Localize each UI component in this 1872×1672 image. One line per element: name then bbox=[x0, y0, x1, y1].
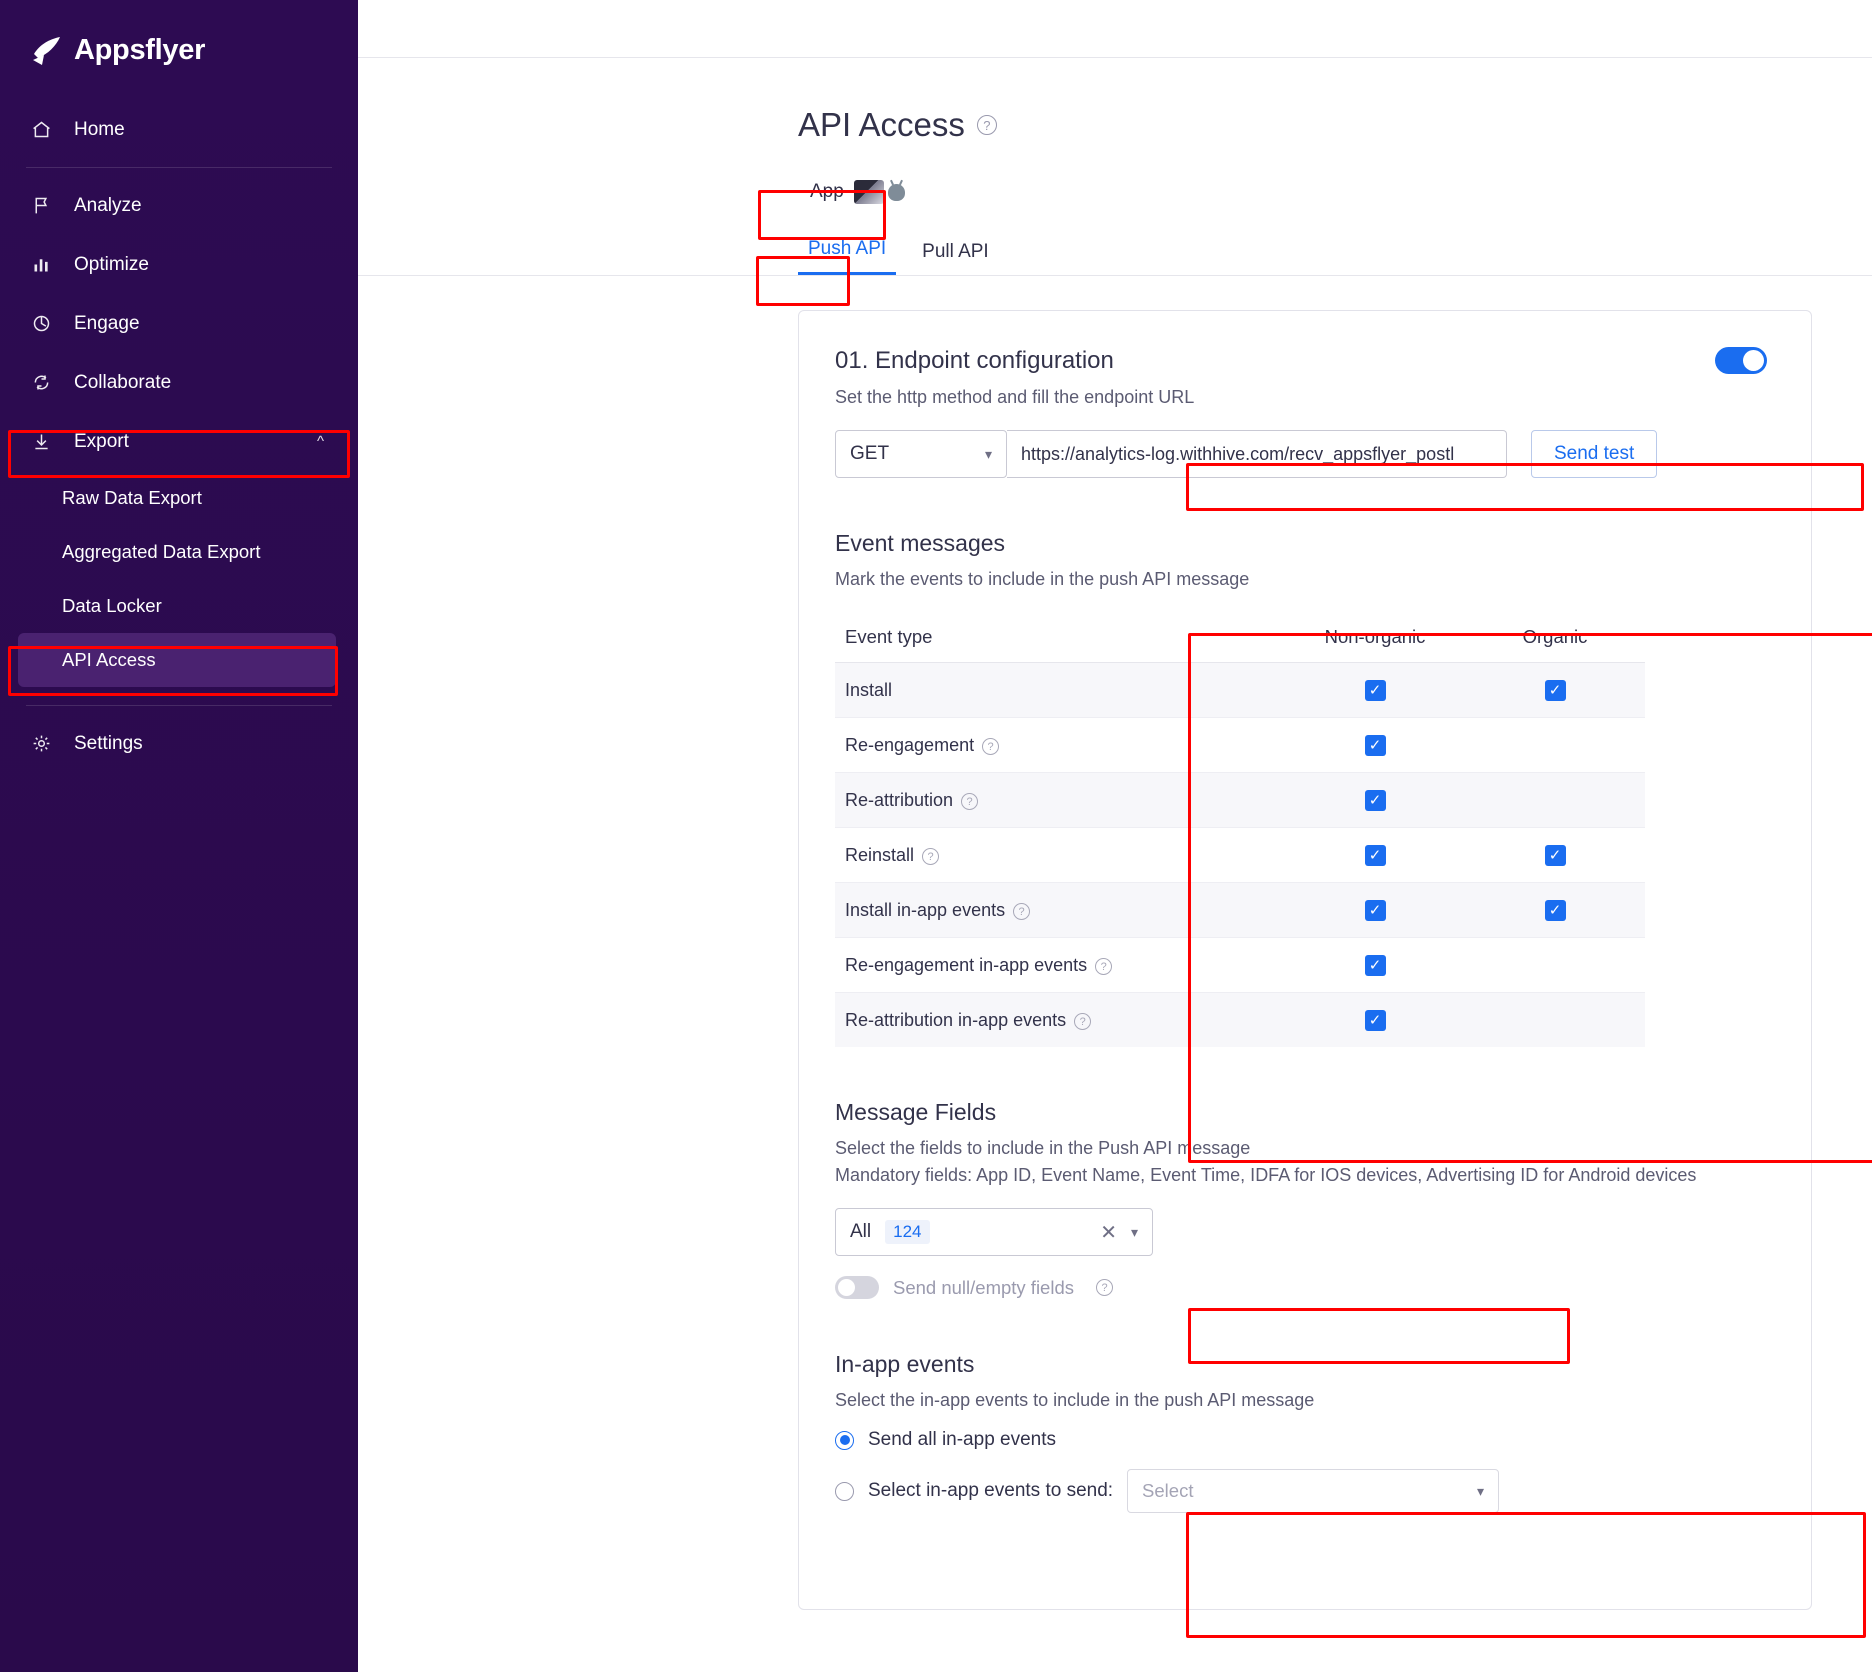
table-header-row bbox=[835, 612, 1645, 663]
radio-label: Select in-app events to send: bbox=[868, 1480, 1114, 1501]
event-type-label: Re-engagement bbox=[845, 734, 975, 755]
home-icon bbox=[30, 119, 52, 140]
table-row bbox=[835, 773, 1645, 828]
app-selector-label: App bbox=[810, 181, 844, 202]
sidebar-item-export[interactable] bbox=[0, 412, 358, 471]
sidebar-item-label: Aggregated Data Export bbox=[62, 541, 261, 562]
sidebar-item-label: Data Locker bbox=[62, 595, 162, 616]
sidebar-item-raw-data-export[interactable] bbox=[0, 471, 358, 525]
help-circle-icon[interactable]: ? bbox=[961, 793, 978, 810]
endpoint-row bbox=[835, 430, 1767, 478]
checkbox-non-organic[interactable]: ✓ bbox=[1365, 955, 1386, 976]
checkbox-non-organic[interactable]: ✓ bbox=[1365, 735, 1386, 756]
checkbox-organic[interactable]: ✓ bbox=[1545, 845, 1566, 866]
sidebar-item-label: Export bbox=[74, 430, 129, 452]
page-title bbox=[798, 106, 1872, 144]
tab-label: Pull API bbox=[922, 241, 989, 262]
table-row bbox=[835, 663, 1645, 718]
bars-icon bbox=[30, 254, 52, 275]
tab-push-api[interactable] bbox=[798, 230, 896, 275]
event-type-label: Install in-app events bbox=[845, 899, 1006, 920]
endpoint-section-subtitle: Set the http method and fill the endpoint URL bbox=[835, 387, 1195, 407]
http-method-value: GET bbox=[850, 443, 890, 464]
sidebar-item-settings[interactable] bbox=[0, 714, 358, 773]
help-circle-icon[interactable]: ? bbox=[1096, 1279, 1113, 1296]
sidebar-item-label: API Access bbox=[62, 649, 156, 670]
sidebar-nav bbox=[0, 100, 358, 773]
in-app-events-select-placeholder: Select bbox=[1142, 1480, 1194, 1501]
app-selector[interactable] bbox=[798, 172, 917, 212]
toggle-knob bbox=[838, 1279, 855, 1296]
event-type-cell bbox=[835, 663, 1285, 718]
table-row bbox=[835, 718, 1645, 773]
sidebar-item-label: Settings bbox=[74, 732, 143, 754]
app-icons bbox=[854, 180, 905, 204]
help-circle-icon[interactable]: ? bbox=[1013, 903, 1030, 920]
top-bar bbox=[358, 0, 1872, 58]
message-fields-row bbox=[835, 1208, 1767, 1256]
app-thumbnail-icon bbox=[854, 180, 884, 204]
help-circle-icon[interactable]: ? bbox=[977, 115, 997, 135]
send-null-fields-toggle[interactable] bbox=[835, 1276, 879, 1299]
message-fields-subtitle: Select the fields to include in the Push API message bbox=[835, 1138, 1251, 1158]
sidebar-item-optimize[interactable] bbox=[0, 235, 358, 294]
endpoint-enable-toggle[interactable] bbox=[1715, 347, 1767, 374]
sidebar bbox=[0, 0, 358, 1672]
radio-send-all-in-app-events[interactable] bbox=[835, 1429, 1767, 1451]
sidebar-item-data-locker[interactable] bbox=[0, 579, 358, 633]
event-type-cell bbox=[835, 773, 1285, 828]
table-row bbox=[835, 938, 1645, 993]
checkbox-non-organic[interactable]: ✓ bbox=[1365, 680, 1386, 701]
checkbox-organic[interactable]: ✓ bbox=[1545, 680, 1566, 701]
chevron-down-icon: ▾ bbox=[984, 445, 992, 462]
message-fields-select[interactable] bbox=[835, 1208, 1153, 1256]
table-row bbox=[835, 993, 1645, 1048]
checkbox-non-organic[interactable]: ✓ bbox=[1365, 1010, 1386, 1031]
event-messages-title: Event messages bbox=[835, 530, 1006, 556]
event-type-cell bbox=[835, 993, 1285, 1048]
refresh-icon bbox=[30, 372, 52, 393]
sidebar-item-analyze[interactable] bbox=[0, 176, 358, 235]
send-test-label: Send test bbox=[1554, 443, 1635, 464]
toggle-knob bbox=[1743, 350, 1764, 371]
event-type-cell bbox=[835, 883, 1285, 938]
android-icon bbox=[888, 184, 905, 201]
event-type-label: Install bbox=[845, 679, 893, 700]
sidebar-item-label: Analyze bbox=[74, 194, 142, 216]
download-icon bbox=[30, 431, 52, 452]
event-type-cell bbox=[835, 828, 1285, 883]
tabs-divider bbox=[358, 275, 1872, 276]
event-type-cell bbox=[835, 718, 1285, 773]
send-test-button[interactable] bbox=[1531, 430, 1657, 478]
sidebar-item-label: Collaborate bbox=[74, 371, 172, 393]
endpoint-section-title: 01. Endpoint configuration bbox=[835, 347, 1114, 374]
sidebar-item-engage[interactable] bbox=[0, 294, 358, 353]
target-icon bbox=[30, 313, 52, 334]
http-method-select[interactable] bbox=[835, 430, 1007, 478]
radio-icon-selected bbox=[835, 1431, 854, 1450]
sidebar-divider bbox=[26, 705, 332, 706]
column-event-type: Event type bbox=[835, 612, 1285, 663]
in-app-events-select[interactable] bbox=[1127, 1469, 1499, 1513]
table-row bbox=[835, 828, 1645, 883]
event-type-label: Reinstall bbox=[845, 844, 915, 865]
help-circle-icon[interactable]: ? bbox=[982, 738, 999, 755]
sidebar-item-label: Engage bbox=[74, 312, 140, 334]
tab-pull-api[interactable] bbox=[912, 233, 999, 275]
event-type-label: Re-attribution in-app events bbox=[845, 1009, 1067, 1030]
tab-label: Push API bbox=[808, 238, 887, 259]
checkbox-organic[interactable]: ✓ bbox=[1545, 900, 1566, 921]
column-organic: Organic bbox=[1465, 612, 1645, 663]
help-circle-icon[interactable]: ? bbox=[1074, 1013, 1091, 1030]
appsflyer-logo-icon bbox=[30, 34, 62, 66]
help-circle-icon[interactable]: ? bbox=[1095, 958, 1112, 975]
brand-logo[interactable] bbox=[0, 0, 358, 100]
main-content bbox=[358, 0, 1872, 1672]
sidebar-item-label: Home bbox=[74, 118, 125, 140]
sidebar-item-api-access[interactable] bbox=[18, 633, 336, 687]
sidebar-item-label: Raw Data Export bbox=[62, 487, 202, 508]
checkbox-non-organic[interactable]: ✓ bbox=[1365, 790, 1386, 811]
column-non-organic: Non-organic bbox=[1285, 612, 1465, 663]
event-messages-table bbox=[835, 612, 1645, 1047]
event-type-label: Re-attribution bbox=[845, 789, 954, 810]
radio-label: Send all in-app events bbox=[868, 1429, 1057, 1450]
in-app-events-subtitle: Select the in-app events to include in the push API message bbox=[835, 1390, 1315, 1410]
message-fields-count-badge: 124 bbox=[885, 1220, 929, 1244]
checkbox-non-organic[interactable]: ✓ bbox=[1365, 900, 1386, 921]
message-fields-selected-label: All bbox=[850, 1221, 872, 1242]
help-circle-icon[interactable]: ? bbox=[922, 848, 939, 865]
api-tabs bbox=[798, 230, 1872, 275]
send-null-fields-row bbox=[835, 1276, 1767, 1299]
send-null-fields-label: Send null/empty fields bbox=[893, 1276, 1074, 1298]
event-type-label: Re-engagement in-app events bbox=[845, 954, 1088, 975]
endpoint-url-input[interactable]: https://analytics-log.withhive.com/recv_appsflyer_postl bbox=[1007, 430, 1507, 478]
message-fields-mandatory-note: Mandatory fields: App ID, Event Name, Event Time, IDFA for IOS devices, Advertising ID for Android devices bbox=[835, 1165, 1697, 1185]
page-title-text: API Access bbox=[798, 106, 965, 143]
chevron-down-icon[interactable]: ▾ bbox=[1130, 1223, 1138, 1240]
radio-icon-unselected bbox=[835, 1482, 854, 1501]
sidebar-item-collaborate[interactable] bbox=[0, 353, 358, 412]
sidebar-divider bbox=[26, 167, 332, 168]
radio-select-in-app-events[interactable] bbox=[835, 1469, 1767, 1513]
chevron-up-icon: ^ bbox=[316, 433, 324, 450]
brand-name: Appsflyer bbox=[74, 33, 206, 66]
gear-icon bbox=[30, 733, 52, 754]
checkbox-non-organic[interactable]: ✓ bbox=[1365, 845, 1386, 866]
in-app-events-title: In-app events bbox=[835, 1351, 975, 1377]
close-icon[interactable]: ✕ bbox=[1100, 1221, 1117, 1244]
push-api-card bbox=[798, 310, 1812, 1610]
flag-icon bbox=[30, 195, 52, 216]
chevron-down-icon: ▾ bbox=[1477, 1482, 1485, 1499]
event-type-cell bbox=[835, 938, 1285, 993]
sidebar-item-aggregated-data-export[interactable] bbox=[0, 525, 358, 579]
event-messages-subtitle: Mark the events to include in the push API message bbox=[835, 569, 1250, 589]
sidebar-item-label: Optimize bbox=[74, 253, 149, 275]
sidebar-item-home[interactable] bbox=[0, 100, 358, 159]
table-row bbox=[835, 883, 1645, 938]
message-fields-title: Message Fields bbox=[835, 1099, 997, 1125]
